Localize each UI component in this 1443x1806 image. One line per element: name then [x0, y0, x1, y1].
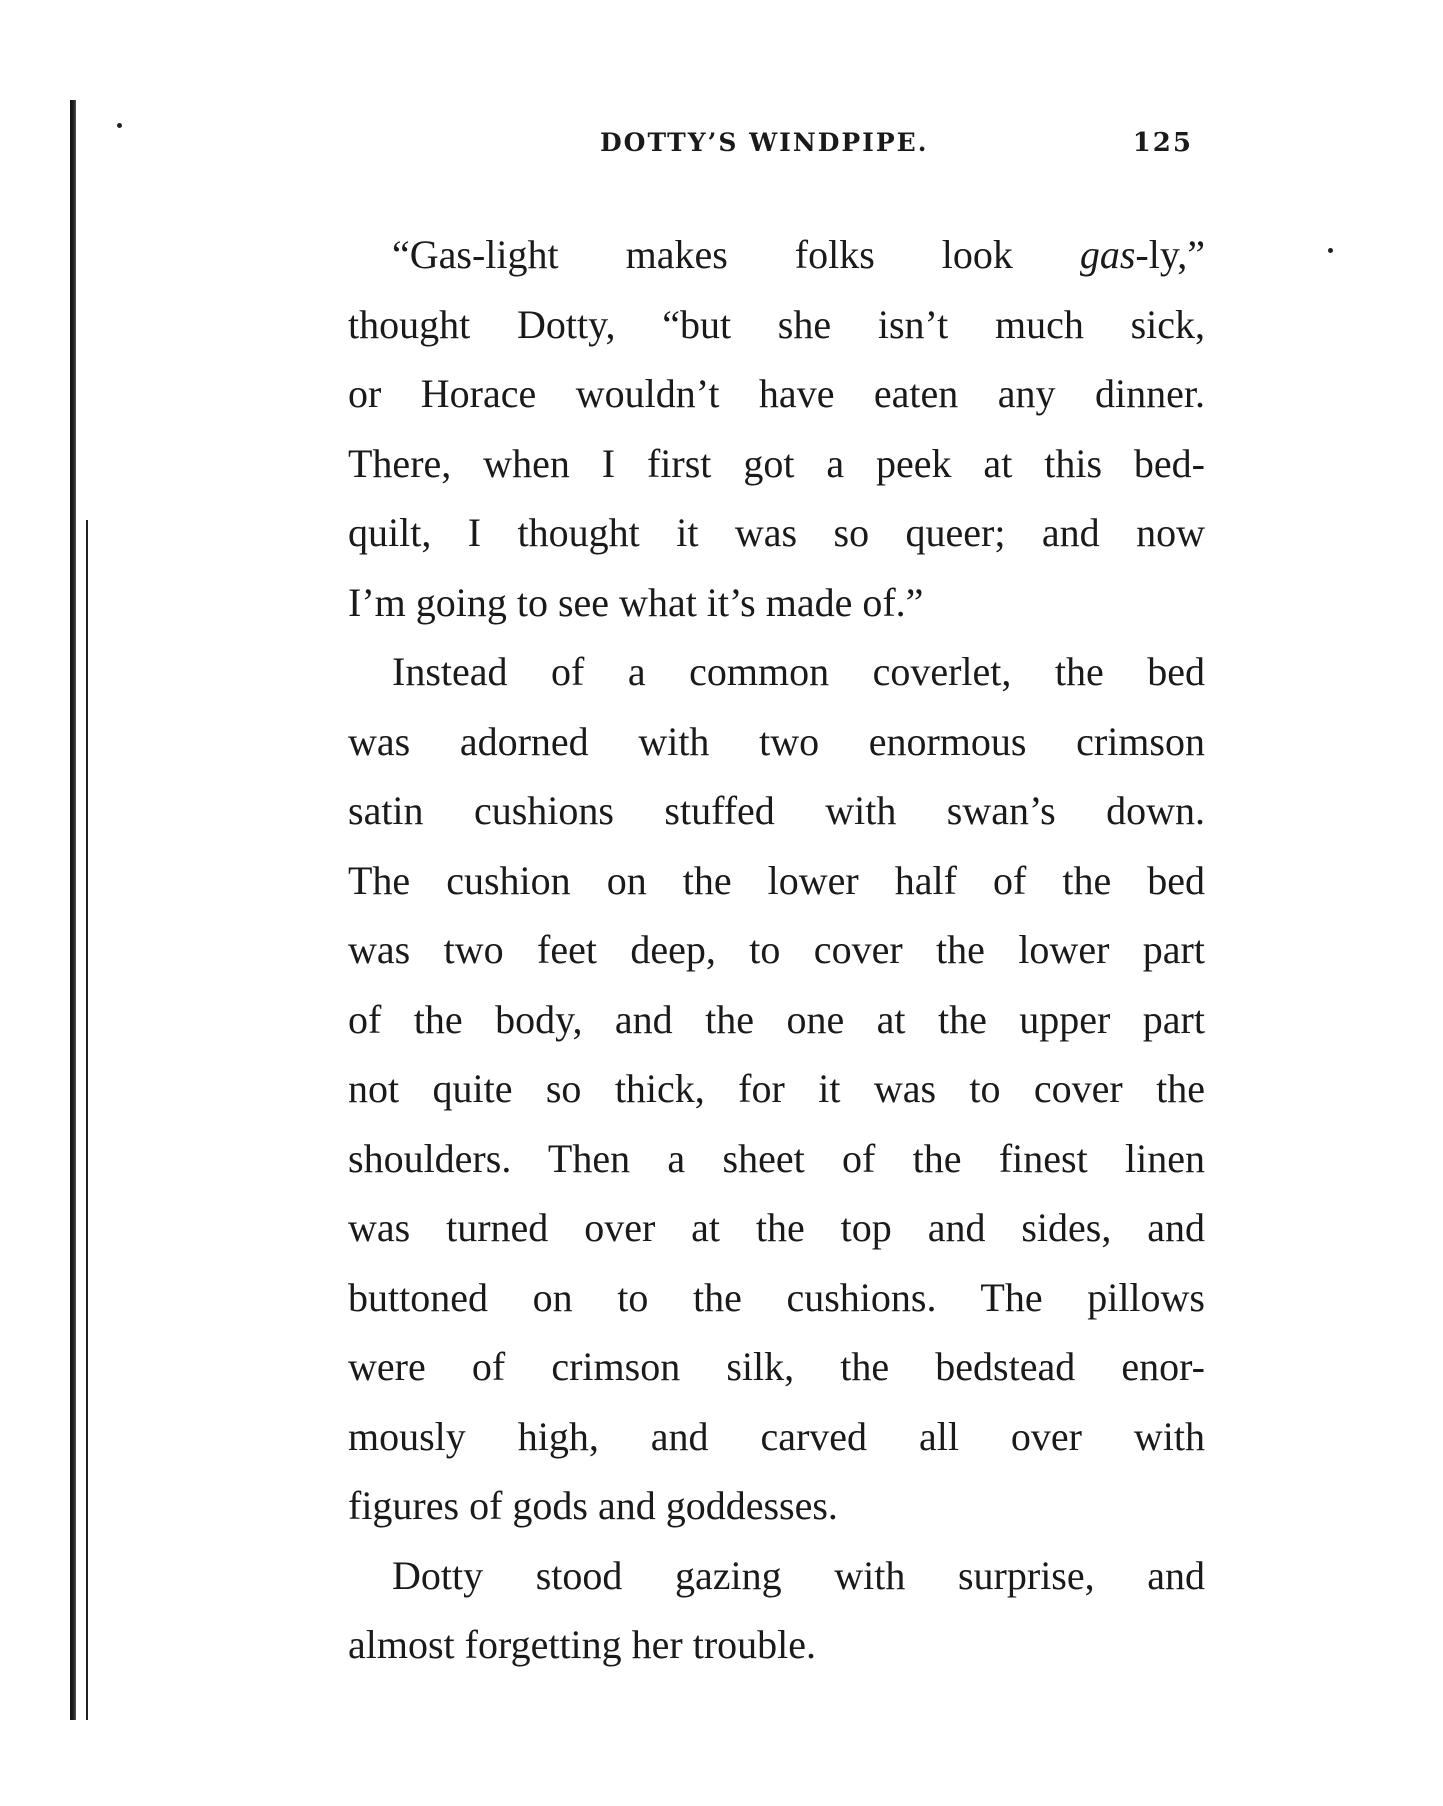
text-line: was turned over at the top and sides, and — [348, 1205, 1205, 1250]
text-line: were of crimson silk, the bedstead enor- — [348, 1344, 1205, 1389]
scan-speck — [117, 123, 122, 128]
text-line: There, when I first got a peek at this bed- — [348, 440, 1205, 486]
paragraph — [348, 637, 1205, 1541]
text-line: shoulders. Then a sheet of the finest linen — [348, 1135, 1205, 1181]
text-line: mously high, and carved all over with — [348, 1413, 1205, 1459]
text-line: “Gas-light makes folks look gas-ly,” — [392, 232, 1205, 277]
paragraph — [348, 1541, 1205, 1680]
italic-word: gas — [1079, 232, 1136, 277]
text-line: figures of gods and goddesses. — [348, 1483, 838, 1528]
text-line: was two feet deep, to cover the lower part — [348, 927, 1205, 972]
text-line: of the body, and the one at the upper part — [348, 996, 1205, 1042]
text-line: The cushion on the lower half of the bed — [348, 857, 1205, 903]
text-line: was adorned with two enormous crimson — [348, 718, 1205, 764]
paragraph — [348, 220, 1205, 637]
text-line: thought Dotty, “but she isn’t much sick, — [348, 301, 1205, 347]
binding-edge-line — [86, 520, 88, 1720]
text-line: quilt, I thought it was so queer; and now — [348, 510, 1205, 555]
text-line: Dotty stood gazing with surprise, and — [392, 1552, 1205, 1598]
scan-speck — [1328, 248, 1333, 253]
body-text — [348, 220, 1205, 1680]
text-line: I’m going to see what it’s made of.” — [348, 579, 924, 625]
text-line: almost forgetting her trouble. — [348, 1622, 817, 1667]
text-line: or Horace wouldn’t have eaten any dinner. — [348, 371, 1205, 416]
text-line: buttoned on to the cushions. The pillows — [348, 1274, 1205, 1320]
text-line: not quite so thick, for it was to cover the — [348, 1066, 1205, 1111]
text-line: satin cushions stuffed with swan’s down. — [348, 788, 1205, 833]
page-number: 125 — [1132, 128, 1193, 158]
running-title: DOTTY’S WINDPIPE. — [600, 128, 929, 157]
binding-edge — [70, 100, 76, 1720]
text-line: Instead of a common coverlet, the bed — [392, 649, 1205, 694]
running-head — [345, 128, 1205, 168]
